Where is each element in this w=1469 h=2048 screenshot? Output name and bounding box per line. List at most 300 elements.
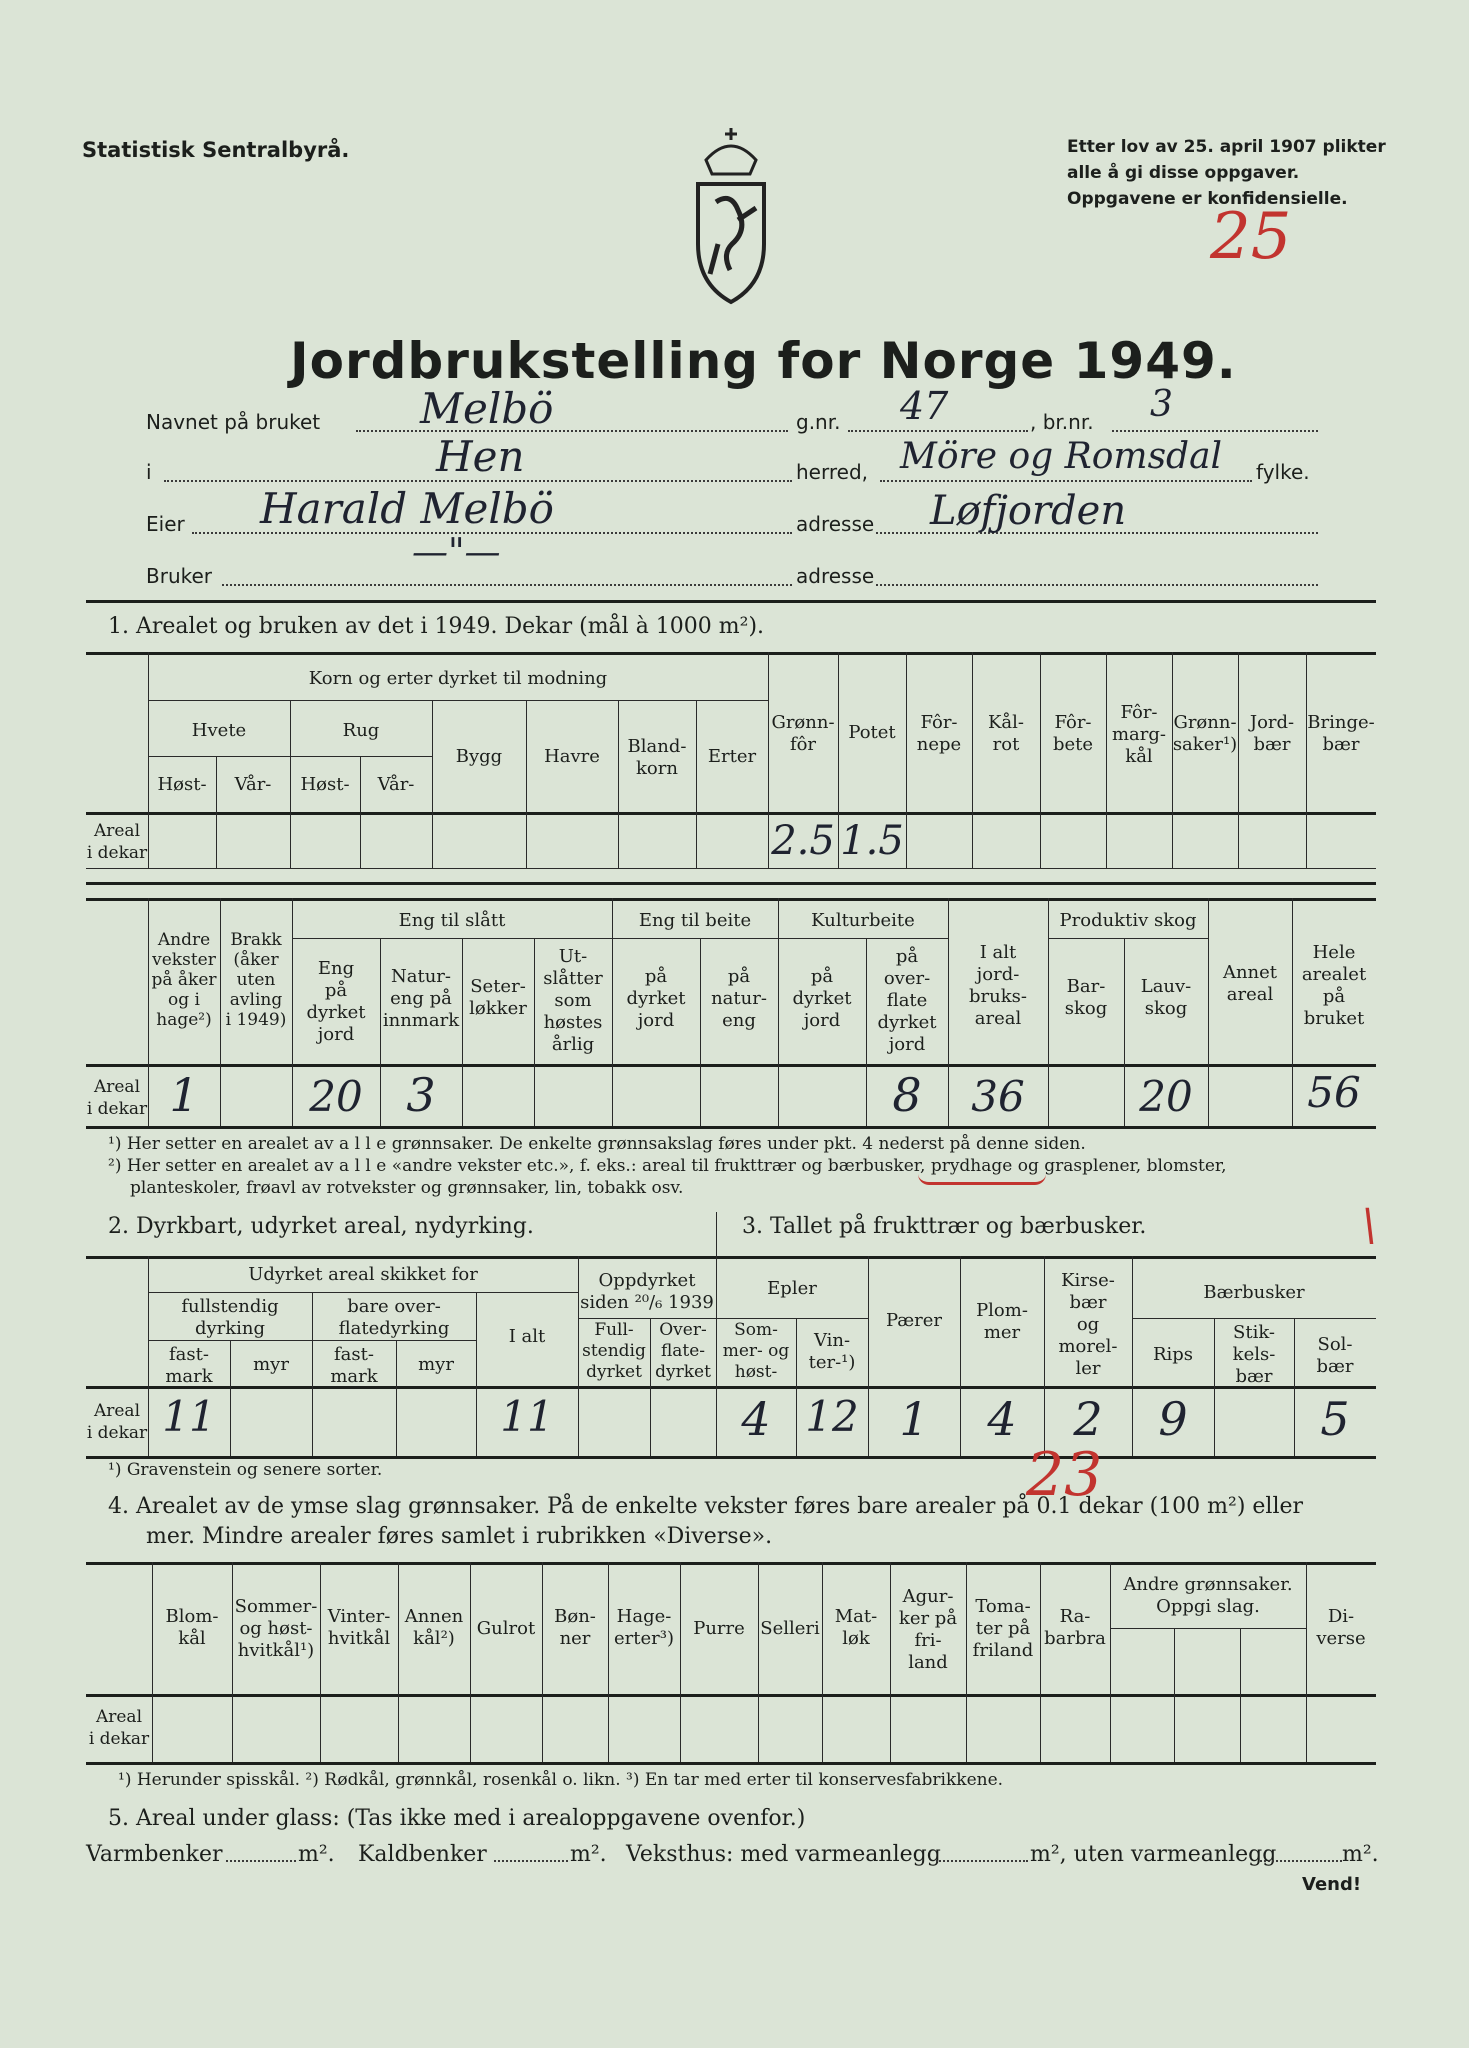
table-border (86, 1562, 1376, 1565)
value-eier: Harald Melbö (260, 484, 554, 533)
header-line: hage²) (156, 1010, 212, 1030)
col-rule (360, 756, 361, 868)
header-line: Hele (1312, 942, 1356, 963)
header-line: som (554, 990, 592, 1011)
col-rule (1172, 652, 1173, 868)
header-annet (1208, 962, 1292, 1006)
section3-title: 3. Tallet på frukttrær og bærbusker. (742, 1214, 1147, 1239)
dotted-line (222, 584, 792, 586)
header-line: uten (236, 970, 276, 990)
header-diverse (1306, 1606, 1376, 1650)
value-gronnfor: 2.5 (771, 818, 835, 864)
header-udyrket: Udyrket areal skikket for (248, 1264, 478, 1285)
header-var: Vår- (377, 774, 415, 795)
header-line: i 1949) (225, 1010, 287, 1030)
col-rule (680, 1562, 681, 1762)
section5-title: 5. Areal under glass: (Tas ikke med i arealoppgavene ovenfor.) (108, 1806, 806, 1831)
col-rule (906, 652, 907, 868)
label-fylke: fylke. (1256, 460, 1310, 484)
header-var: Vår- (234, 774, 272, 795)
red-total: 23 (1026, 1440, 1103, 1510)
header-line: og (1076, 1314, 1100, 1335)
header-hele (1292, 942, 1376, 1030)
header-line: løkker (469, 998, 527, 1019)
header-line: Mat- (834, 1606, 878, 1627)
header-line: mark (165, 1366, 213, 1387)
header-myr: myr (418, 1354, 454, 1375)
table-rule (1048, 938, 1208, 939)
value-natureng: 3 (406, 1068, 436, 1122)
header-line: bær (1322, 734, 1360, 755)
header-overflate (650, 1320, 716, 1383)
header-line: dyrket (792, 988, 852, 1009)
label-kaldbenker: Kaldbenker (358, 1842, 487, 1867)
label-gnr: g.nr. (796, 410, 841, 434)
header-kulturbeite: Kulturbeite (811, 910, 915, 931)
header-vinter (796, 1330, 868, 1374)
header-line: Bringe- (1307, 712, 1375, 733)
row-label-line: Areal (93, 1077, 141, 1097)
value-plommer: 4 (987, 1392, 1017, 1446)
header-line: ker på (898, 1608, 958, 1629)
header-kb-overflate (866, 946, 948, 1056)
header-line: fri- (914, 1630, 942, 1651)
header-line: Brakk (230, 930, 282, 950)
header-line: verse (1316, 1628, 1366, 1649)
header-solbaer (1294, 1334, 1376, 1378)
value-i: Hen (436, 432, 525, 481)
value-paerer: 1 (899, 1392, 929, 1446)
col-rule (758, 1562, 759, 1762)
form-number: 25 (1210, 200, 1292, 274)
dotted-line (226, 1860, 296, 1862)
header-line: bruks- (969, 986, 1027, 1007)
value-eng-pa: 20 (309, 1072, 363, 1121)
header-line: hvitkål (327, 1628, 391, 1649)
header-line: dyrket (877, 1012, 937, 1033)
header-hageerter (608, 1606, 680, 1650)
header-pa-dyrket (612, 966, 700, 1032)
header-kalrot (972, 712, 1040, 756)
header-line: Oppgi slag. (1156, 1596, 1260, 1617)
header-line: stendig (582, 1341, 646, 1361)
header-line: kels- (1232, 1344, 1276, 1365)
header-line: barbra (1044, 1628, 1106, 1649)
header-line: land (908, 1652, 948, 1673)
header-bonner (542, 1606, 608, 1650)
col-rule (526, 700, 527, 868)
header-line: dyrket (655, 1362, 711, 1382)
header-line: høst- (734, 1362, 778, 1382)
unit-m2: m². (570, 1842, 607, 1867)
header-line: vekster (152, 950, 216, 970)
header-line: Eng (317, 958, 355, 979)
row-label-line: i dekar (86, 843, 148, 863)
header-paerer: Pærer (885, 1310, 943, 1331)
header-line: Seter- (470, 976, 526, 997)
header-line: skog (1064, 998, 1108, 1019)
label-brnr: , br.nr. (1030, 410, 1094, 434)
header-barskog (1048, 976, 1124, 1020)
header-line: årlig (551, 1034, 595, 1055)
header-line: eng (722, 1010, 756, 1031)
header-fastmark (312, 1344, 396, 1388)
header-line: jord (317, 1024, 355, 1045)
header-utslatter (534, 946, 612, 1056)
header-stikkelsbaer (1214, 1322, 1294, 1388)
header-line: Agur- (902, 1586, 954, 1607)
header-line: erter³) (614, 1628, 674, 1649)
col-rule (822, 1562, 823, 1762)
header-purre: Purre (693, 1618, 745, 1639)
row-label (86, 1400, 148, 1444)
value-hele: 56 (1307, 1068, 1361, 1117)
header-line: natur- (711, 988, 767, 1009)
col-rule (1240, 1628, 1241, 1762)
header-eng-slatt: Eng til slått (398, 910, 506, 931)
col-rule (152, 1562, 153, 1762)
row-label (86, 820, 148, 864)
value-fastmark: 11 (162, 1392, 216, 1441)
header-line: og i (168, 990, 200, 1010)
coat-of-arms-icon (676, 124, 786, 314)
header-line: Jord- (1249, 712, 1295, 733)
col-rule (320, 1562, 321, 1762)
header-line: innmark (382, 1010, 460, 1031)
header-sommer (716, 1320, 796, 1383)
col-rule (966, 1562, 967, 1762)
header-line: fast- (334, 1344, 374, 1365)
header-line: marg- (1111, 724, 1166, 745)
value-potet: 1.5 (840, 818, 904, 864)
section1-title: 1. Arealet og bruken av det i 1949. Dekar (mål à 1000 m²). (108, 614, 765, 639)
col-rule (608, 1562, 609, 1762)
table-rule (86, 1694, 1376, 1697)
label-navnet: Navnet på bruket (146, 410, 321, 434)
header-line: Natur- (391, 966, 451, 987)
value-i-alt: 11 (500, 1392, 554, 1441)
header-epler: Epler (767, 1278, 817, 1299)
header-line: høstes (543, 1012, 603, 1033)
table-border (86, 1256, 1376, 1259)
value-bruker: —"— (412, 532, 501, 573)
header-line: skog (1144, 998, 1188, 1019)
header-line: Bland- (627, 736, 687, 757)
red-underline (918, 1174, 1046, 1185)
col-rule (398, 1562, 399, 1762)
header-produktiv: Produktiv skog (1059, 910, 1197, 931)
header-line: på (810, 966, 834, 987)
header-line: Grønn- (1173, 712, 1237, 733)
value-adresse: Løfjorden (930, 488, 1127, 534)
header-line: Sommer- (234, 1596, 318, 1617)
table-rule (86, 868, 1376, 869)
header-line: jord- (976, 964, 1020, 985)
value-andre: 1 (169, 1068, 199, 1122)
row-label-line: Areal (93, 1401, 141, 1421)
header-line: Bar- (1066, 976, 1106, 997)
col-rule (1040, 652, 1041, 868)
header-bygg: Bygg (455, 746, 503, 767)
col-rule (696, 700, 697, 868)
col-rule (1174, 1628, 1175, 1762)
table-rule (86, 812, 1376, 815)
header-havre: Havre (544, 746, 600, 767)
row-label (86, 1076, 148, 1120)
header-bringebaer (1306, 712, 1376, 756)
table-rule (716, 1318, 868, 1319)
header-line: avling (229, 990, 283, 1010)
header-line: dyrking (194, 1318, 266, 1339)
header-line: Kål- (987, 712, 1025, 733)
footnote: planteskoler, frøavl av rotvekster og grønnsaker, lin, tobakk osv. (130, 1178, 684, 1198)
table-rule (86, 1456, 1376, 1459)
header-line: løk (842, 1628, 870, 1649)
value-vinter: 12 (805, 1392, 859, 1441)
header-line: Lauv- (1140, 976, 1192, 997)
header-line: jord (637, 1010, 675, 1031)
header-line: Andre (157, 930, 211, 950)
header-brakk (220, 930, 292, 1030)
header-line: Toma- (975, 1596, 1031, 1617)
col-rule (618, 700, 619, 868)
header-line: over- (883, 968, 931, 989)
header-i-alt (948, 942, 1048, 1030)
header-line: Over- (659, 1320, 707, 1340)
value-rips: 9 (1158, 1392, 1188, 1446)
col-rule (1238, 652, 1239, 868)
col-rule (1306, 652, 1307, 868)
dotted-line (1260, 1860, 1342, 1862)
header-full (578, 1320, 650, 1383)
header-line: mark (330, 1366, 378, 1387)
legal-note-line: alle å gi disse oppgaver. (1067, 163, 1300, 183)
header-line: Oppdyrket (598, 1270, 696, 1291)
header-line: flate- (660, 1341, 706, 1361)
header-eng-pa (292, 958, 380, 1046)
header-line: Som- (734, 1320, 778, 1340)
value-lauvskog: 20 (1139, 1072, 1193, 1121)
label-adresse-bruker: adresse (796, 564, 875, 588)
row-label-line: Areal (93, 821, 141, 841)
header-line: fast- (169, 1344, 209, 1365)
header-line: jord (803, 1010, 841, 1031)
dotted-line (880, 480, 1252, 482)
header-line: på (895, 946, 919, 967)
header-line: Fôr- (920, 712, 958, 733)
row-label-line: i dekar (88, 1729, 150, 1749)
header-line: Di- (1327, 1606, 1355, 1627)
header-eng-beite: Eng til beite (638, 910, 752, 931)
table-rule (578, 1318, 716, 1319)
header-line: dyrket (586, 1362, 642, 1382)
header-plommer (960, 1300, 1044, 1344)
header-line: kål²) (413, 1628, 455, 1649)
header-host: Høst- (157, 774, 207, 795)
header-line: areal (1226, 984, 1274, 1005)
unit-m2: m². (298, 1842, 335, 1867)
header-line: siden ²⁰/₆ 1939 (580, 1292, 714, 1313)
header-vinterhvitkal (320, 1606, 398, 1650)
header-blomkal (152, 1606, 232, 1650)
header-line: Vinter- (327, 1606, 391, 1627)
table-rule (86, 1762, 1376, 1765)
header-line: Plom- (976, 1300, 1028, 1321)
col-rule (542, 1562, 543, 1762)
header-line: Fôr- (1120, 702, 1158, 723)
label-uten: m², uten varmeanlegg (1030, 1842, 1277, 1867)
row-label (86, 1706, 152, 1750)
table-border (86, 652, 1376, 655)
value-kb-overflate: 8 (892, 1068, 922, 1122)
header-rabarbra (1040, 1606, 1110, 1650)
col-rule (716, 1212, 717, 1258)
section2-title: 2. Dyrkbart, udyrket areal, nydyrking. (108, 1214, 534, 1239)
value-brnr: 3 (1150, 384, 1173, 425)
header-andre (148, 930, 220, 1030)
header-line: Ra- (1059, 1606, 1091, 1627)
header-line: Blom- (165, 1606, 219, 1627)
col-rule (1208, 898, 1209, 1126)
table-rule (778, 938, 948, 939)
dotted-line (1112, 430, 1318, 432)
header-fornepe (906, 712, 972, 756)
legal-note-line: Etter lov av 25. april 1907 plikter (1067, 137, 1386, 157)
header-agurker (890, 1586, 966, 1674)
header-i-alt: I alt (508, 1326, 546, 1347)
table-rule (86, 1064, 1376, 1067)
header-host: Høst- (300, 774, 350, 795)
header-annenkal (398, 1606, 470, 1650)
table-border (86, 898, 1376, 901)
header-line: ner (559, 1628, 591, 1649)
header-line: Grønn- (771, 712, 835, 733)
header-line: mer (983, 1322, 1021, 1343)
header-line: arealet (1301, 964, 1367, 985)
header-potet: Potet (848, 722, 896, 743)
header-line: dyrket (626, 988, 686, 1009)
header-line: mer- og (722, 1341, 790, 1361)
label-herred: herred, (796, 460, 868, 484)
header-line: bare over- (347, 1296, 441, 1317)
footnote: ²) Her setter en arealet av a l l e «andre vekster etc.», f. eks.: areal til frukttrær og bærbusker, prydhage og grasplener, blomster, (108, 1156, 1227, 1176)
header-formargkal (1106, 702, 1172, 768)
header-forbete (1040, 712, 1106, 756)
value-herred: Möre og Romsdal (900, 436, 1223, 477)
col-rule (216, 756, 217, 868)
header-natureng (380, 966, 462, 1032)
header-line: kål (178, 1628, 206, 1649)
header-jordbaer (1238, 712, 1306, 756)
col-rule (462, 938, 463, 1126)
header-erter: Erter (707, 746, 757, 767)
header-korn: Korn og erter dyrket til modning (308, 668, 608, 689)
label-varmbenker: Varmbenker (86, 1842, 223, 1867)
footnote: ¹) Herunder spisskål. ²) Rødkål, grønnkål, rosenkål o. likn. ³) En tar med erter til konservesfabrikkene. (118, 1770, 1004, 1790)
header-line: ter-¹) (808, 1352, 856, 1373)
header-line: bete (1052, 734, 1094, 755)
divider (86, 600, 1376, 603)
header-matlok (822, 1606, 890, 1650)
value-kirsebaer: 2 (1073, 1392, 1103, 1446)
header-gronnfor (768, 712, 838, 756)
header-line: bær (1316, 1356, 1354, 1377)
header-line: Annen (404, 1606, 464, 1627)
header-andre-gronnsaker (1110, 1574, 1306, 1618)
header-rug: Rug (342, 720, 380, 741)
header-line: I alt (979, 942, 1017, 963)
header-bare (312, 1296, 476, 1340)
header-line: Bøn- (554, 1606, 596, 1627)
table-rule (148, 1292, 578, 1293)
header-line: flatedyrking (338, 1318, 450, 1339)
table-rule (86, 1126, 1376, 1129)
label-eier: Eier (146, 512, 185, 536)
header-line: på (727, 966, 751, 987)
header-line: på (1322, 986, 1346, 1007)
header-line: på (644, 966, 668, 987)
header-oppdyrket (578, 1270, 716, 1314)
section4-title: 4. Arealet av de ymse slag grønnsaker. På de enkelte vekster føres bare arealer på 0.1 dekar (100 m²) eller (108, 1494, 1304, 1519)
header-fullstendig (148, 1296, 312, 1340)
table-rule (612, 938, 778, 939)
header-line: Vin- (813, 1330, 851, 1351)
label-adresse: adresse (796, 512, 875, 536)
header-line: bær (1235, 1366, 1273, 1387)
header-line: ler (1075, 1358, 1101, 1379)
legal-note-line: Oppgavene er konfidensielle. (1067, 189, 1348, 209)
header-kirsebaer (1044, 1270, 1132, 1380)
footnote: ¹) Her setter en arealet av a l l e grønnsaker. De enkelte grønnsakslag føres under pkt. 4 nederst på denne siden. (108, 1134, 1086, 1154)
col-rule (470, 1562, 471, 1762)
header-line: friland (972, 1640, 1034, 1661)
header-line: nepe (916, 734, 962, 755)
table-rule (148, 700, 768, 701)
table-rule (292, 938, 612, 939)
header-pa-natur (700, 966, 778, 1032)
table-rule (86, 882, 1376, 885)
header-line: saker¹) (1172, 734, 1238, 755)
value-gnr: 47 (900, 384, 949, 428)
header-line: bær (1253, 734, 1291, 755)
header-line: Andre grønnsaker. (1123, 1574, 1293, 1595)
header-line: Hage- (616, 1606, 672, 1627)
header-line: Kirse- (1061, 1270, 1115, 1291)
value-solbaer: 5 (1320, 1392, 1350, 1446)
office-name: Statistisk Sentralbyrå. (82, 138, 350, 162)
table-rule (86, 1386, 1376, 1389)
label-i: i (146, 460, 152, 484)
header-line: Stik- (1233, 1322, 1275, 1343)
header-line: jord (888, 1034, 926, 1055)
header-blandkorn (618, 736, 696, 780)
header-line: og høst- (239, 1618, 313, 1639)
header-sommerhvitkal (232, 1596, 320, 1662)
header-line: Annet (1222, 962, 1278, 983)
header-selleri: Selleri (760, 1618, 820, 1639)
dotted-line (936, 1860, 1028, 1862)
header-line: Full- (594, 1320, 634, 1340)
header-line: fôr (789, 734, 817, 755)
header-line: fullstendig (181, 1296, 279, 1317)
col-rule (1040, 1562, 1041, 1762)
header-line: rot (992, 734, 1020, 755)
dotted-line (876, 584, 1318, 586)
header-line: (åker (233, 950, 279, 970)
check-mark: \ (1362, 1200, 1377, 1251)
header-line: bruket (1303, 1008, 1365, 1029)
label-veksthus: Veksthus: med varmeanlegg (626, 1842, 941, 1867)
